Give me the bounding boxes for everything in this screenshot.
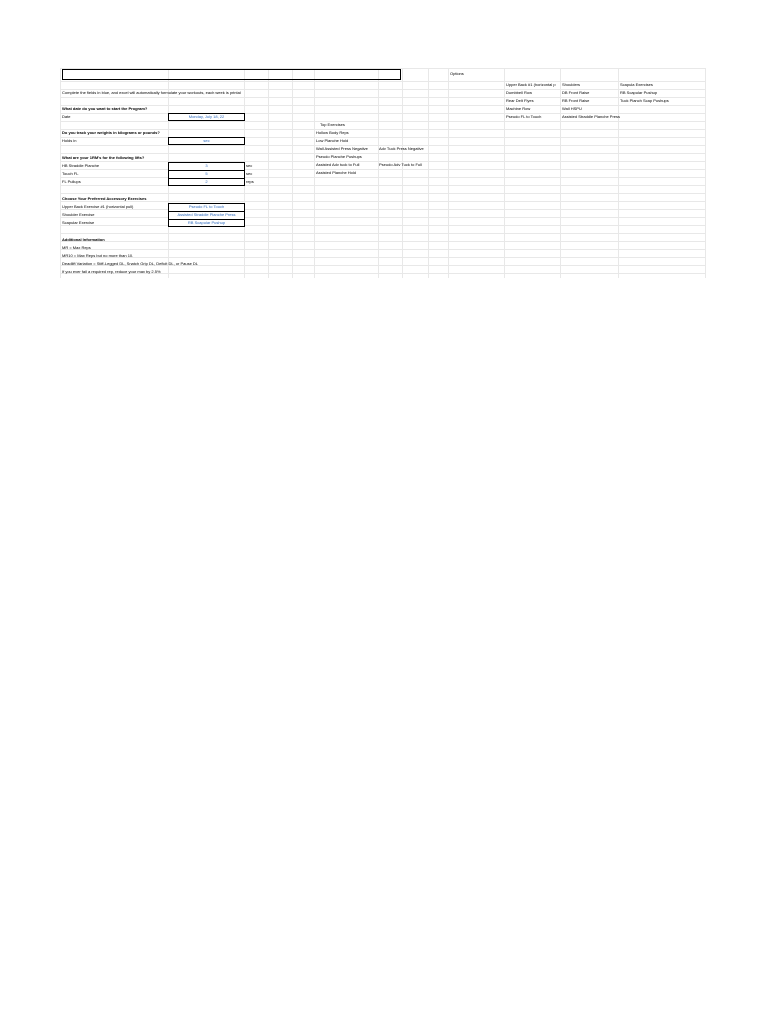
grid-line bbox=[618, 68, 619, 278]
lift-unit: sec bbox=[246, 163, 253, 168]
top-exercise: Hollow Body Reps bbox=[316, 130, 349, 135]
options-cell: Rear Delt Flyes bbox=[506, 98, 534, 103]
lift-label-fl-pullups: FL Pullups bbox=[62, 179, 81, 184]
grid-line bbox=[60, 177, 706, 178]
holds-input[interactable] bbox=[168, 137, 245, 145]
box-divider bbox=[169, 178, 244, 179]
grid-line bbox=[60, 249, 706, 250]
grid-line bbox=[60, 121, 706, 122]
date-value: Monday, July 18, 22 bbox=[188, 114, 225, 119]
additional-line: If you ever fail a required rep, reduce your max by 2.5% bbox=[62, 269, 161, 274]
accessory-value[interactable]: Assisted Straddle Planche Press bbox=[177, 212, 236, 217]
top-exercise: Assisted Planche Hold bbox=[316, 170, 357, 175]
holds-value: sec bbox=[203, 138, 210, 143]
grid-line bbox=[60, 233, 706, 234]
options-cell: Machine Row bbox=[506, 106, 531, 111]
grid-line bbox=[560, 68, 561, 278]
options-cell: DB Front Raise bbox=[562, 90, 590, 95]
options-cell: RB Scapular Pushup bbox=[620, 90, 658, 95]
grid-line bbox=[60, 97, 706, 98]
grid-line bbox=[60, 137, 706, 138]
box-divider bbox=[169, 170, 244, 171]
grid-line bbox=[504, 68, 505, 278]
options-cell: Pseudo FL to Touch bbox=[506, 114, 542, 119]
grid-line bbox=[60, 225, 706, 226]
lift-label-planche: HB Straddle Planche bbox=[62, 163, 100, 168]
lift-unit: sec bbox=[246, 171, 253, 176]
options-cell: RB Front Raise bbox=[562, 98, 590, 103]
grid-line bbox=[60, 68, 61, 278]
top-exercise: Pseudo Planche Pushups bbox=[316, 154, 362, 159]
grid-line bbox=[378, 68, 379, 278]
lift-label-touch-fl: Touch FL bbox=[62, 171, 79, 176]
grid-line bbox=[60, 185, 706, 186]
box-divider bbox=[169, 211, 244, 212]
grid-line bbox=[448, 68, 449, 278]
accessory-input-box[interactable] bbox=[168, 203, 245, 227]
grid-line bbox=[268, 68, 269, 278]
additional-line: MR10 = Max Reps but no more than 10. bbox=[62, 253, 134, 258]
grid-line bbox=[60, 241, 706, 242]
grid-line bbox=[60, 257, 706, 258]
grid-line bbox=[60, 201, 706, 202]
options-cell: Tuck Planch Scap Pushups bbox=[620, 98, 669, 103]
title-box[interactable] bbox=[62, 69, 401, 80]
options-cell: Wall HSPU bbox=[562, 106, 582, 111]
accessory-label: Upper Back Exercise #1 (horizontal pull) bbox=[62, 204, 134, 209]
accessory-question: Choose Your Preferred Accessory Exercises bbox=[62, 196, 147, 201]
lift-value-planche[interactable]: 3 bbox=[205, 163, 208, 168]
additional-header: Additional Information bbox=[62, 237, 105, 242]
options-cell: Assisted Straddle Planche Press bbox=[562, 114, 621, 119]
grid-line bbox=[60, 105, 706, 106]
options-cell: Dumbbell Row bbox=[506, 90, 533, 95]
lift-value-fl-pullups[interactable]: 2 bbox=[205, 179, 208, 184]
date-label: Date bbox=[62, 114, 71, 119]
accessory-value[interactable]: RB Scapular Pushup bbox=[187, 220, 226, 225]
holds-label: Holds in bbox=[62, 138, 77, 143]
onerm-question: What are your 1RM's for the following lifts? bbox=[62, 155, 145, 160]
grid-line bbox=[60, 217, 706, 218]
grid-line bbox=[60, 81, 706, 82]
additional-line: Deadlift Variation = Stiff-Legged DL, Snatch Grip DL, Deficit DL, or Pause DL bbox=[62, 261, 199, 266]
top-exercise-alt: Adv Tuck Press Negative bbox=[379, 146, 424, 151]
options-header: Options bbox=[450, 71, 464, 76]
weight-question: Do you track your weights in kilograms or pounds? bbox=[62, 130, 160, 135]
lift-value-touch-fl[interactable]: 5 bbox=[205, 171, 208, 176]
grid-line bbox=[60, 209, 706, 210]
top-exercise: Low Planche Hold bbox=[316, 138, 349, 143]
lift-input-box[interactable] bbox=[168, 162, 245, 186]
accessory-value[interactable]: Pseudo FL to Touch bbox=[188, 204, 225, 209]
grid-line bbox=[60, 169, 706, 170]
box-divider bbox=[169, 219, 244, 220]
grid-line bbox=[314, 68, 315, 278]
grid-line bbox=[60, 193, 706, 194]
accessory-label: Scapular Exercise bbox=[62, 220, 95, 225]
spreadsheet bbox=[60, 68, 706, 278]
additional-line: MR = Max Reps bbox=[62, 245, 91, 250]
top-exercise-alt: Pseudo Adv Tuck to Full bbox=[379, 162, 422, 167]
top-exercises-header: Top Exercises bbox=[320, 122, 345, 127]
date-input[interactable] bbox=[168, 113, 245, 121]
options-col-upper-back: Upper Back #1 (horizontal p bbox=[506, 82, 556, 87]
grid-line bbox=[292, 68, 293, 278]
options-col-scapula: Scapula Exercises bbox=[620, 82, 653, 87]
top-exercise: Wall Assisted Press Negative bbox=[316, 146, 368, 151]
grid-line bbox=[402, 68, 403, 278]
grid-line bbox=[705, 68, 706, 278]
instructions-text: Complete the fields in blue, and excel will automatically formulate your workouts, each week is printal bbox=[62, 90, 241, 95]
options-col-shoulders: Shoulders bbox=[562, 82, 581, 87]
grid-line bbox=[428, 68, 429, 278]
grid-line bbox=[60, 153, 706, 154]
lift-unit: reps bbox=[246, 179, 254, 184]
start-question: What date do you want to start the Program? bbox=[62, 106, 148, 111]
accessory-label: Shoulder Exercise bbox=[62, 212, 95, 217]
top-exercise: Assisted Adv tuck to Full bbox=[316, 162, 360, 167]
